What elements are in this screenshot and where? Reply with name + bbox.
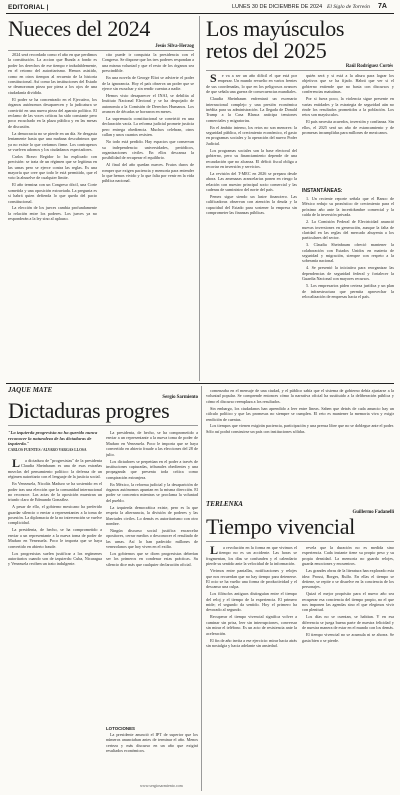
article-text-top: comenzaba en el mensaje de una ciudad, y el público sabía que el sistema de gobierno debía ajustarse a la voluntad popular. Se comprende entonces cómo la narrativa oficial ha sustituido a la deliberación pública y cómo el discurso reemplaza a los resultados. Sin embargo, los ciudadanos han aprendido a leer entre líneas. Saben que detrás de cada anuncio hay un cálculo político y que las promesas no siempre se cumplen. El reto es mantener la memoria viva y exigir rendición de cuentas. Los tiempos que vienen exigirán paciencia, participación y una prensa libre que no se doblegue ante el poder. Sólo así podrá construirse un país con instituciones sólidas.: [206, 388, 394, 434]
article-text-col2: quién será y si está a la altura para lograr los objetivos que se ha fijado. Habrá que ver si el gobierno entiende que no basta con discursos y conferencias matutinas. Por si fuera poco, la violencia sigue presente en varias entidades y la estrategia de seguridad aún no rinde los resultados prometidos a la población. Los retos son mayúsculos. El país necesita acuerdos, inversión y confianza. Sin ellos, el 2025 será un año de estancamiento y de promesas incumplidas para millones de mexicanos.: [302, 73, 394, 136]
article-text-col2: La presidenta, de hecho, se ha comprometido a enviar a un representante a la nueva toma de poder de Maduro en Venezuela. Poco le importa que se haya convertido en abierto fraude a las elecciones del 28 de julio. Los dictadores se perpetúan en el poder a través de instituciones capturadas, tribunales obedientes y una propaganda que presenta toda crítica como conspiración extranjera. En México, la reforma judicial y la desaparición de órganos autónomos apuntan en la misma dirección. El poder se concentra mientras se proclama la voluntad del pueblo. La izquierda democrática existe, pero es la que respeta la alternancia, la división de poderes y las libertades civiles. Lo demás es autoritarismo con otro nombre. Ningún discurso social justifica encarcelar opositores, cerrar medios o desconocer el resultado de las urnas. Así lo han padecido millones de venezolanos que hoy viven en el exilio. Los gobiernos que se dicen progresistas deberían ser los primeros en condenar estas prácticas. Su silencio dice más que cualquier declaración oficial.: [106, 430, 198, 567]
article-text-col1: 2024 será recordado como el año en que perdimos la constitución. La accion que Bunda a fondo es poder los derechos de ese tiempo e indudablemente, en el retorno del autoritarismo. Hemos asistido, como en otros tiempos al recuento de la historia constitucional. Así como las instituciones del Estado se desmoronan pieza por pieza a los ojos de una ciudadanía dividida. El poder se ha concentrado en el Ejecutivo, los órganos autónomos desaparecen y la judicatura se convirtió en una nueva pieza del aparato político. El reclamo de las voces críticas ha sido constante pero poco escuchado en la plaza pública y en las mesas de discusión. La democracia no se pierde en un día. Se desgasta lentamente hasta que una mañana descubrimos que ya no existe lo que creíamos firme. Los contrapesos se vuelven adornos y los ciudadanos espectadores. Carlos Bravo Regidor lo ha explicado con precisión: se trata de un régimen que se legitima en las urnas pero se ejerce contra las reglas. Es una mayoría que cree que todo le está permitido, que el voto la absuelve de cualquier límite. El año termina con un Congreso dócil, una Corte sometida y una oposición extraviada. La pregunta es si habrá quien defienda lo que queda del pacto constitucional. La elección de los jueces cambia profundamente la relación entre los poderes. Los jueces ya no responderán a la ley sino al aplauso.: [8, 52, 97, 222]
byline-rodriguez-cortes: Raúl Rodríguez Cortés: [345, 64, 393, 69]
section-rule: [6, 383, 394, 384]
section-jaque-mate: JAQUE MATE: [8, 386, 53, 394]
article-text-col2: cito puede ir conquista la presidencia con el Congreso. Se dispone que los tres poderes respondan a una misma voluntad y que el resto de los órganos sea prescindible. En una novela de George Eliot se advierte el poder de la ignorancia. Hoy el país observa un poder que se ejerce sin escuchar y sin rendir cuentas a nadie. Hemos visto desaparecer el INAI, se debilita al Instituto Nacional Electoral y se ha despojado de autonomía a la Comisión de Derechos Humanos. Los avances de décadas se borraron en meses. La supremacía constitucional se convirtió en una declaración vacía. La reforma judicial promete justicia pero entrega obediencia. Muchos celebran, otros callan y unos cuantos resisten. No todo está perdido. Hay espacios que conservan su independencia: universidades, periódicos, organizaciones civiles. En ellos descansa la posibilidad de recuperar el equilibrio. Al final del año quedan nueces. Frutos duros de romper que exigen paciencia y memoria para entender lo que hemos vivido y lo que falta por venir en la vida pública nacional.: [102, 52, 194, 184]
headline-retos-line1: Los mayúsculos: [206, 16, 345, 41]
author-url[interactable]: www.sergiosarmiento.com: [140, 783, 183, 788]
issue-date: LUNES 30 DE DICIEMBRE DE 2024: [232, 4, 323, 10]
lotociones-subhead: LOTOCIONES: [106, 726, 135, 731]
newspaper-name: El Siglo de Torreón: [327, 4, 370, 10]
byline-sarmiento: Sergio Sarmiento: [162, 395, 198, 400]
instantaneas-subhead: INSTANTÁNEAS:: [302, 188, 343, 194]
article-text-col1: La dictadura de "progresistas" de la presidenta Claudia Sheinbaum es una de esas extrañas mezclas del pensamiento político: la defensa de un régimen autoritario con el lenguaje de la justicia social. En Venezuela, Nicolás Maduro se ha sostenido en el poder tras una elección que la comunidad internacional no reconoce. Las actas de la oposición muestran un triunfo claro de Edmundo González. A pesar de ello, el gobierno mexicano ha preferido guardar silencio o enviar a representantes a la toma de posesión. La diplomacia de la no intervención se vuelve complicidad. La presidenta, de hecho, se ha comprometido a enviar a un representante a la nueva toma de poder de Maduro en Venezuela. Poco le importa que se haya convertido en abierto fraude. Los progresistas suelen justificar a los regímenes autoritarios cuando son de izquierda: Cuba, Nicaragua y Venezuela reciben un trato indulgente.: [8, 458, 102, 567]
pull-quote-text: "La izquierda progresista no ha querido nunca reconocer la naturaleza de las dictaduras de izquierda.": [8, 430, 98, 447]
section-label: EDITORIAL |: [8, 4, 49, 11]
divider: [8, 50, 194, 51]
headline-dictaduras: Dictaduras progres: [8, 398, 170, 423]
headline-tiempo-vivencial: Tiempo vivencial: [206, 514, 355, 539]
header-rule: [6, 13, 394, 14]
pull-quote: [8, 430, 102, 453]
headline-nueces: Nueces del 2024: [8, 16, 151, 41]
column-divider: [199, 16, 200, 381]
column-divider: [201, 386, 202, 791]
pull-quote-attribution: CARLOS FUENTES / ALVARO VARGAS LLOSA: [8, 447, 87, 452]
section-terlenka: TERLENKA: [206, 500, 243, 508]
article-text-col1: La revolución en la forma en que vivimos el tiempo no es un accidente. Las horas se fragmentan, los días se confunden y el calendario pierde su sentido ante la velocidad de la información. Vivimos entre pantallas, notificaciones y relojes que nos recuerdan que no hay tiempo para detenerse. El ocio se ha vuelto una forma de productividad y el descanso una culpa. Los filósofos antiguos distinguían entre el tiempo del reloj y el tiempo de la experiencia. El primero mide; el segundo da sentido. Hoy el primero ha devorado al segundo. Recuperar el tiempo vivencial significa volver a caminar sin prisa, leer sin interrupciones, conversar sin mirar el teléfono. Es un acto de resistencia ante la aceleración. El fin de año invita a ese ejercicio: mirar hacia atrás sin nostalgia y hacia adelante sin ansiedad.: [206, 545, 297, 648]
byline-fadanelli: Guillermo Fadanelli: [352, 510, 394, 515]
lotociones-text: La presidente anunció el IPT de superior que los números anunciaban antes de terminar el año. Menos certeza y más discurso en un año que exigirá resultados económicos.: [106, 732, 198, 754]
headline-retos-line2: retos del 2025: [206, 38, 327, 63]
byline-silva-herzog: Jesús Silva-Herzog: [155, 44, 194, 49]
divider: [206, 70, 394, 71]
article-text-col2: revela que la duración no es medida sino experiencia. Cada instante tiene su propio peso y su propia densidad. La memoria no guarda relojes, guarda emociones y encuentros. Las grandes obras de la literatura han explorado esta idea: Proust, Borges, Rulfo. En ellas el tiempo se detiene, se repite o se disuelve en la conciencia de los personajes. Quizá el mejor propósito para el nuevo año sea recuperar esa conciencia del tiempo propio, no el que nos imponen las agendas sino el que elegimos vivir con plenitud. Los días no se cuentan, se habitan. Y en esa diferencia se juega buena parte de nuestra felicidad y de nuestra manera de estar en el mundo con los demás. El tiempo vivencial no se acumula ni se ahorra. Se gasta bien o se pierde.: [302, 545, 394, 643]
instantaneas-text: 1. Un reciente reporte señala que el Banco de México redujo su pronóstico de crecimiento para el próximo año ante la incertidumbre comercial y la caída de la inversión privada. 2. La Comisión Federal de Electricidad anunció nuevas inversiones en generación, aunque la falta de claridad en las reglas del mercado ahuyenta a los particulares del sector. 3. Claudia Sheinbaum ofreció mantener la colaboración con Estados Unidos en materia de seguridad y migración, siempre con respeto a la soberanía nacional. 4. Se presentó la iniciativa para reorganizar las dependencias de seguridad federal y fortalecer la Guardia Nacional con mayores recursos. 5. Los empresarios piden certeza jurídica y un plan de infraestructura que permita aprovechar la relocalización de empresas hacia el país.: [302, 196, 394, 299]
divider: [8, 425, 198, 426]
article-text-col1: Se va a ser un año difícil el que está por empezar. Un mundo revuelto en varios frentes de sus coordenadas, lo que en los peligrosos avances de que señala una guerra de consecuencias mundiales. Claudia Sheinbaum enfrentará un escenario internacional complejo y una presión económica inédita para su administración. La llegada de Donald Trump a la Casa Blanca anticipa tensiones comerciales y migratorias. En el ámbito interno, los retos no son menores: la seguridad pública, el crecimiento económico, el gasto en programas sociales y la operación del nuevo Poder Judicial. Los programas sociales son la base electoral del gobierno, pero su financiamiento depende de una recaudación que no alcanza. El déficit fiscal obliga a recortar en inversión y servicios. La revisión del T-MEC en 2026 se prepara desde ahora. Las amenazas arancelarias ponen en riesgo la relación con nuestro principal socio comercial y las cadenas de suministro del norte del país. Pemex sigue siendo un lastre financiero. Las calificadoras observan con atención la deuda y la capacidad del Estado para sostener la empresa sin comprometer las finanzas públicas.: [206, 73, 297, 216]
page-number: 7A: [378, 3, 387, 10]
divider: [206, 541, 394, 542]
